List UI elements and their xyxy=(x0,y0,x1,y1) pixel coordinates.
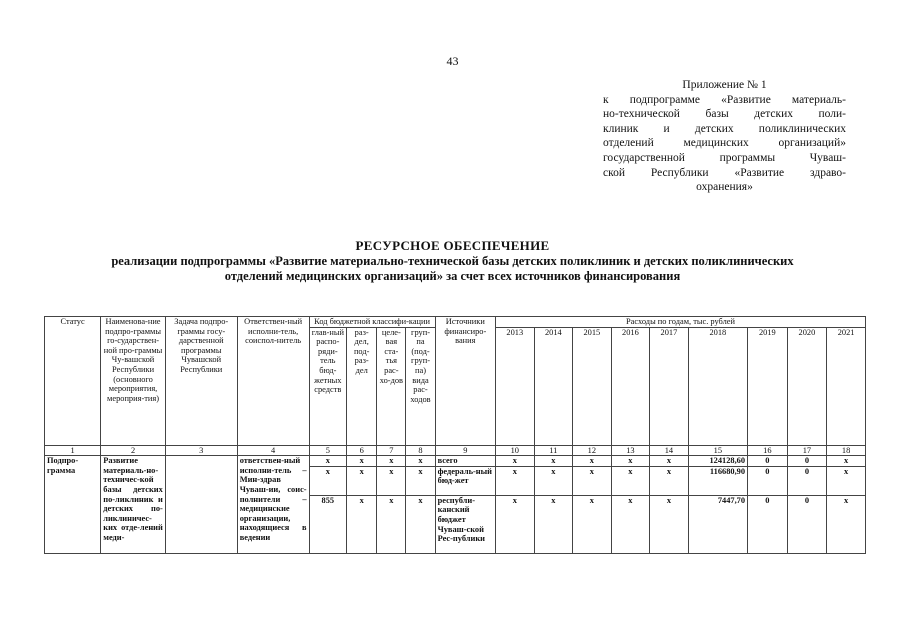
value-cell: x xyxy=(611,466,650,495)
appendix-line: охранения» xyxy=(696,181,753,194)
column-number: 2 xyxy=(101,445,166,456)
appendix-line: отделений медицинских организаций» xyxy=(603,137,846,150)
value-cell: x xyxy=(650,456,689,467)
code-cell: x xyxy=(309,456,347,467)
value-cell: x xyxy=(827,456,866,467)
value-cell: x xyxy=(573,466,612,495)
appendix-line: но-технической базы детских поли- xyxy=(603,108,846,121)
header-task: Задача подпро-граммы госу-дарственной программы Чувашской Республики xyxy=(165,317,237,446)
header-code-col: целе-вая ста-тья рас-хо-дов xyxy=(377,327,406,445)
value-cell: x xyxy=(827,466,866,495)
table-header-row xyxy=(45,317,866,328)
appendix-line: Приложение № 1 xyxy=(682,79,767,91)
value-cell: x xyxy=(611,495,650,553)
header-year: 2015 xyxy=(573,327,612,445)
value-cell: x xyxy=(611,456,650,467)
value-cell: x xyxy=(573,456,612,467)
source-cell: федераль-ный бюд-жет xyxy=(435,466,495,495)
title-subheading: реализации подпрограммы «Развитие материально-технической базы детских поликлиник и детских поликлинических xyxy=(111,253,794,268)
value-cell: 0 xyxy=(787,456,827,467)
column-number: 15 xyxy=(688,445,747,456)
code-cell: x xyxy=(406,466,435,495)
header-year: 2014 xyxy=(534,327,573,445)
value-cell: x xyxy=(534,495,573,553)
row-executor: ответствен-ный исполни-тель – Мин-здрав Чуваш-ии, соис-полнители – медицинские организации, находящиеся в ведении xyxy=(237,456,309,554)
document-title xyxy=(40,238,865,285)
header-name: Наименова-ние подпро-граммы го-сударствен-ной про-граммы Чу-вашской Республики (основного мероприятия, мероприя-тия) xyxy=(101,317,166,446)
value-cell: x xyxy=(496,466,535,495)
header-year: 2020 xyxy=(787,327,827,445)
column-number: 3 xyxy=(165,445,237,456)
value-cell: x xyxy=(534,466,573,495)
row-name: Развитие материаль-но-техничес-кой базы детских по-ликлиник и детских по-ликлиничес-ких отде-лений меди- xyxy=(101,456,166,554)
header-expenses: Расходы по годам, тыс. рублей xyxy=(496,317,866,328)
code-cell: x xyxy=(347,456,377,467)
row-status: Подпро-грамма xyxy=(45,456,101,554)
code-cell: x xyxy=(406,495,435,553)
value-cell: x xyxy=(650,495,689,553)
column-number: 12 xyxy=(573,445,612,456)
column-number: 9 xyxy=(435,445,495,456)
page-number: 43 xyxy=(446,54,459,68)
code-cell: x xyxy=(406,456,435,467)
title-subheading: отделений медицинских организаций» за счет всех источников финансирования xyxy=(224,269,681,283)
appendix-line: государственной программы Чуваш- xyxy=(603,151,846,164)
value-cell: 0 xyxy=(787,495,827,553)
code-cell: x xyxy=(377,495,406,553)
column-number: 14 xyxy=(650,445,689,456)
source-cell: всего xyxy=(435,456,495,467)
column-number: 17 xyxy=(787,445,827,456)
value-cell: 0 xyxy=(787,466,827,495)
value-cell: x xyxy=(496,495,535,553)
header-source: Источники финансиро-вания xyxy=(435,317,495,446)
code-cell: 855 xyxy=(309,495,347,553)
code-cell: x xyxy=(377,456,406,467)
column-number: 1 xyxy=(45,445,101,456)
code-cell: x xyxy=(347,495,377,553)
appendix-line: клиник и детских поликлинических xyxy=(603,122,846,135)
code-cell: x xyxy=(377,466,406,495)
column-number: 4 xyxy=(237,445,309,456)
header-year: 2018 xyxy=(688,327,747,445)
column-number: 18 xyxy=(827,445,866,456)
header-year: 2013 xyxy=(496,327,535,445)
code-cell: x xyxy=(347,466,377,495)
header-executor: Ответствен-ный исполни-тель, соиспол-нитель xyxy=(237,317,309,446)
column-number: 6 xyxy=(347,445,377,456)
header-code-col: груп-па (под-груп-па) вида рас-ходов xyxy=(406,327,435,445)
table-row xyxy=(45,456,866,467)
header-year: 2016 xyxy=(611,327,650,445)
column-number: 10 xyxy=(496,445,535,456)
header-year: 2019 xyxy=(748,327,788,445)
code-cell: x xyxy=(309,466,347,495)
column-number-row xyxy=(45,445,866,456)
value-cell: 0 xyxy=(748,466,788,495)
column-number: 7 xyxy=(377,445,406,456)
appendix-line: ской Республики «Развитие здраво- xyxy=(603,166,846,179)
column-number: 11 xyxy=(534,445,573,456)
column-number: 13 xyxy=(611,445,650,456)
header-year: 2017 xyxy=(650,327,689,445)
column-number: 8 xyxy=(406,445,435,456)
value-cell: x xyxy=(827,495,866,553)
value-cell: x xyxy=(650,466,689,495)
value-cell: 124128,60 xyxy=(688,456,747,467)
header-year: 2021 xyxy=(827,327,866,445)
value-cell: x xyxy=(496,456,535,467)
appendix-note xyxy=(603,78,846,195)
value-cell: 116680,90 xyxy=(688,466,747,495)
resource-table xyxy=(44,316,866,554)
header-status: Статус xyxy=(45,317,101,446)
value-cell: 7447,70 xyxy=(688,495,747,553)
value-cell: 0 xyxy=(748,495,788,553)
title-heading: РЕСУРСНОЕ ОБЕСПЕЧЕНИЕ xyxy=(355,238,550,253)
source-cell: республи-канский бюджет Чуваш-ской Рес-публики xyxy=(435,495,495,553)
row-task xyxy=(165,456,237,554)
column-number: 5 xyxy=(309,445,347,456)
value-cell: x xyxy=(573,495,612,553)
value-cell: 0 xyxy=(748,456,788,467)
value-cell: x xyxy=(534,456,573,467)
appendix-line: к подпрограмме «Развитие материаль- xyxy=(603,93,846,106)
header-code-col: раз-дел, под-раз-дел xyxy=(347,327,377,445)
column-number: 16 xyxy=(748,445,788,456)
header-budget-code: Код бюджетной классифи-кации xyxy=(309,317,435,328)
header-code-col: глав-ный распо-ряди-тель бюд-жетных средств xyxy=(309,327,347,445)
